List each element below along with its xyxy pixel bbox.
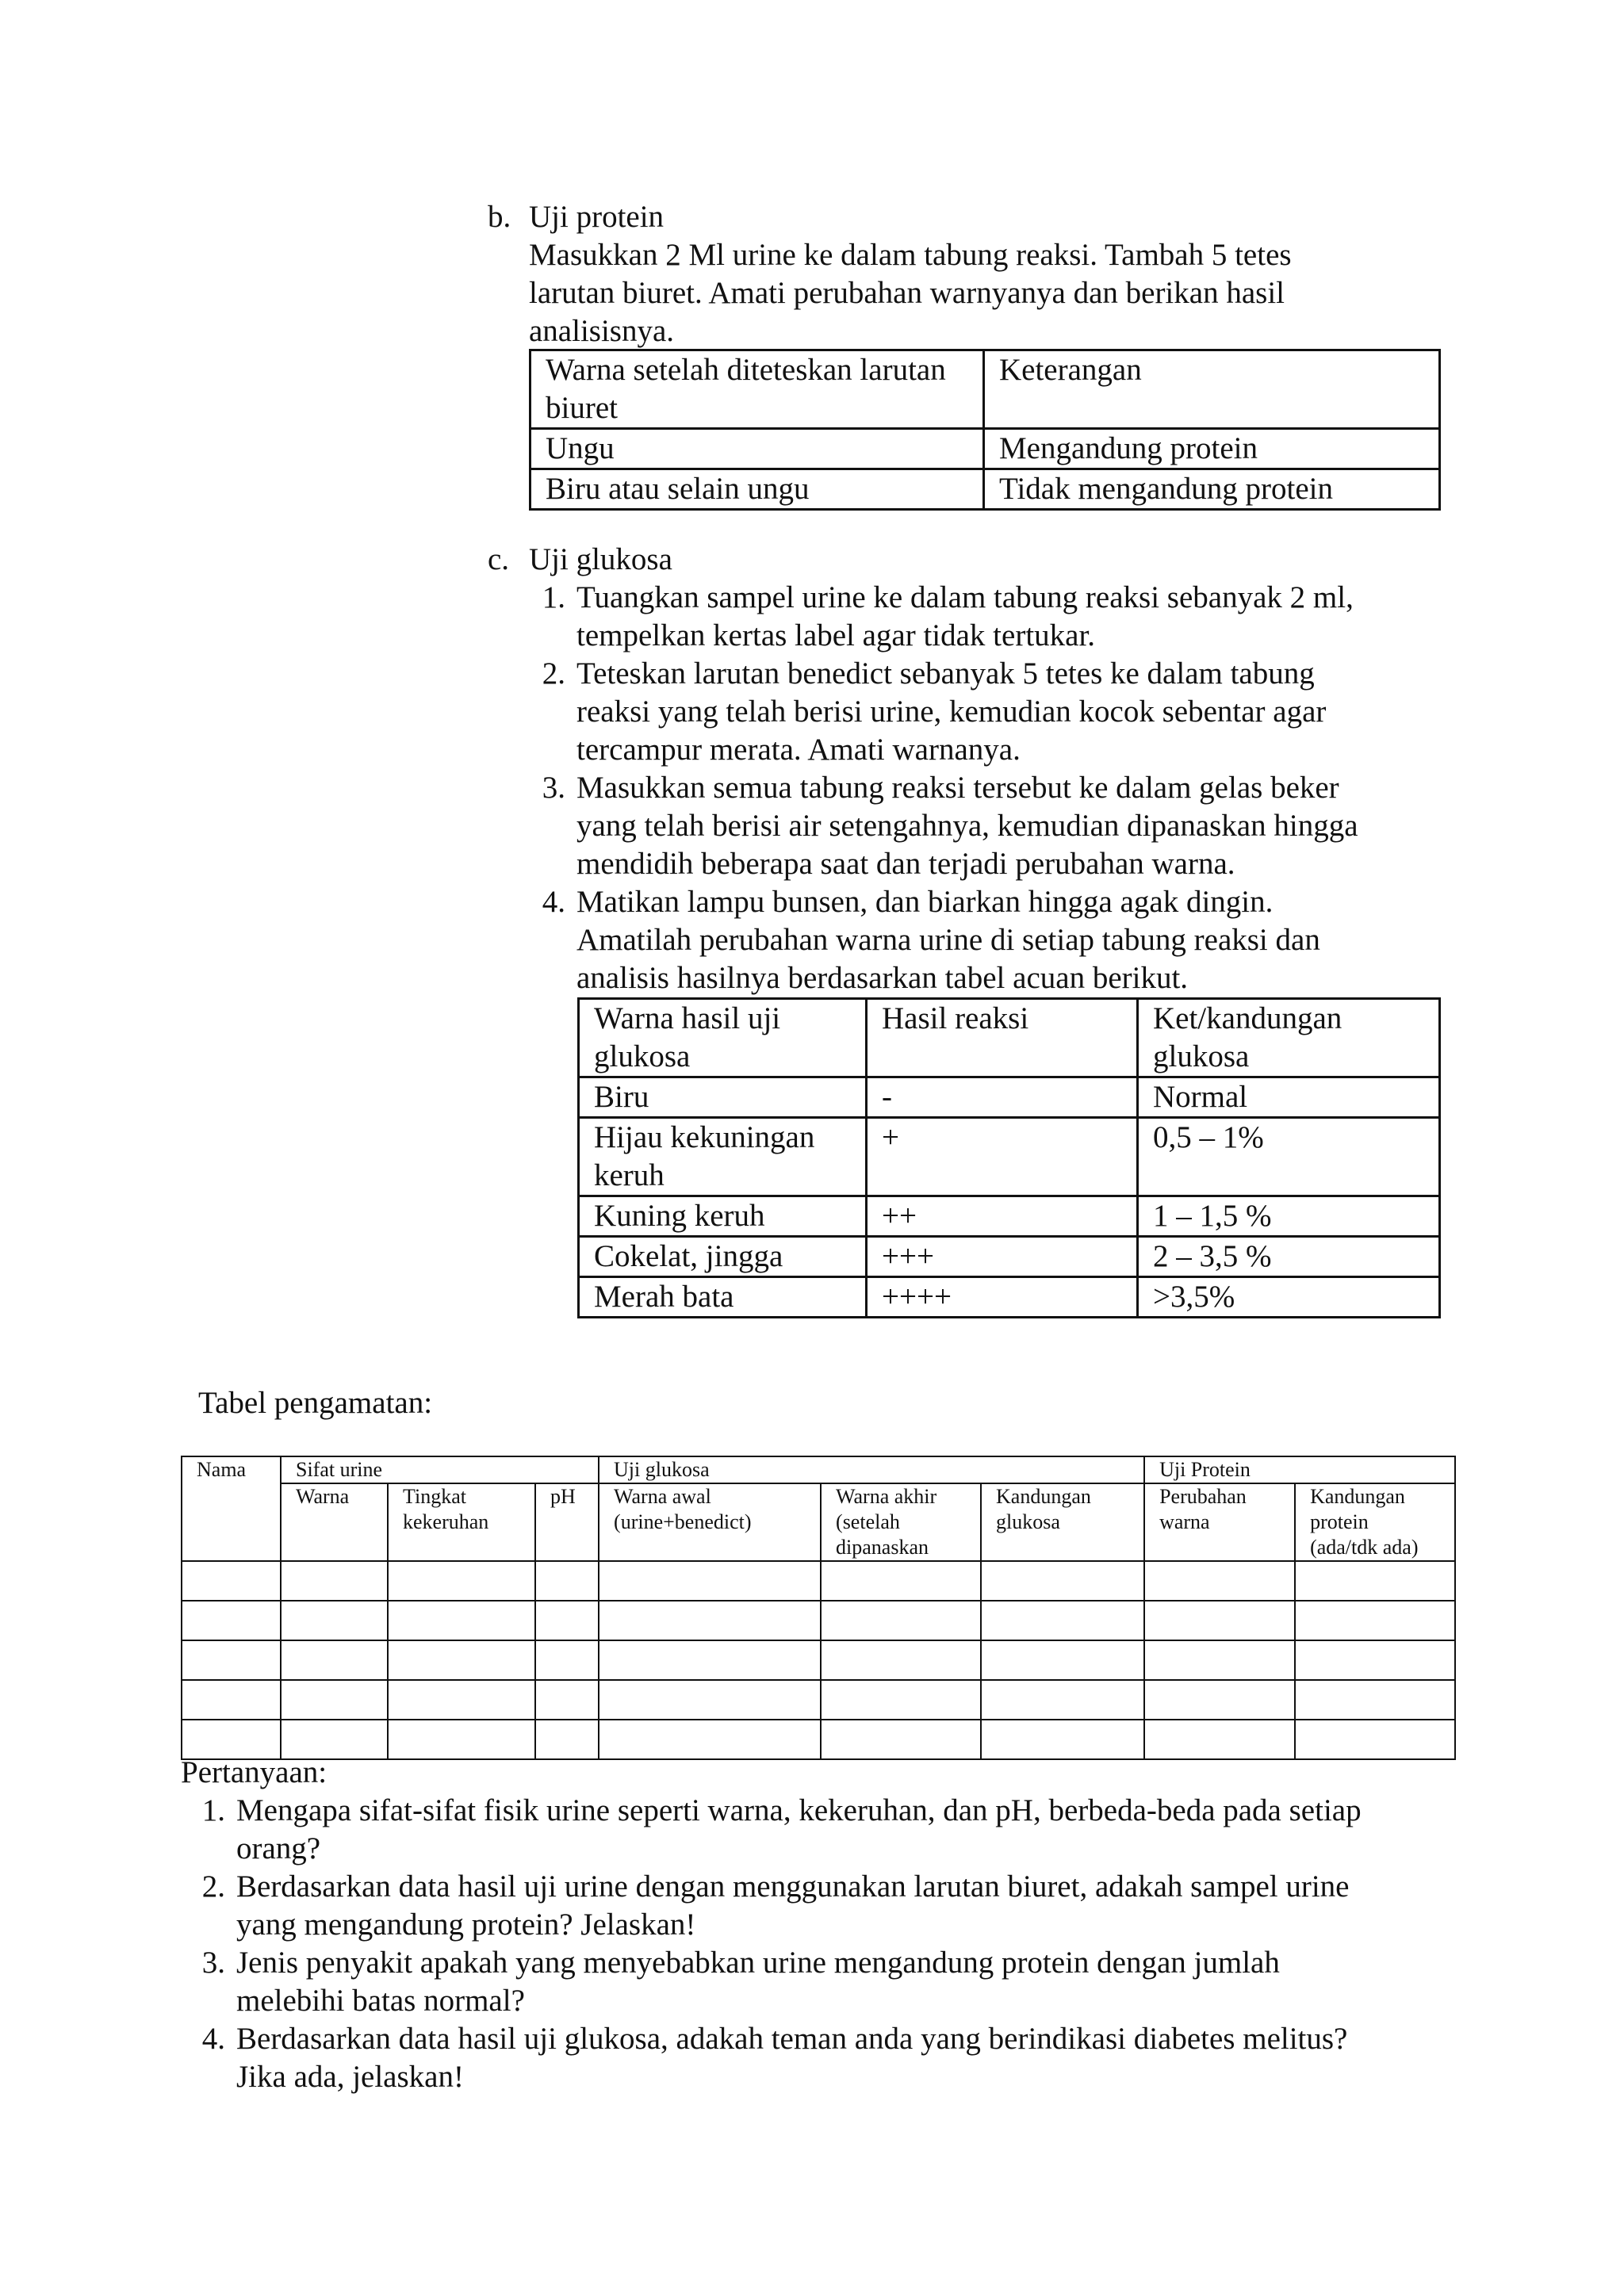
table-row: [579, 1196, 1440, 1237]
table-cell[interactable]: [182, 1601, 281, 1640]
table-cell[interactable]: [388, 1680, 535, 1720]
table-cell[interactable]: [1295, 1561, 1455, 1601]
section-b-marker: b.: [488, 200, 511, 234]
table-cell[interactable]: [535, 1640, 599, 1680]
table-cell: ++: [867, 1196, 1138, 1237]
table-cell: Hijau kekuningan keruh: [579, 1118, 867, 1196]
question-line: Jika ada, jelaskan!: [236, 2060, 464, 2094]
step-line: tempelkan kertas label agar tidak tertukar.: [576, 618, 1096, 652]
step-line: Teteskan larutan benedict sebanyak 5 tetes ke dalam tabung: [576, 656, 1315, 691]
table-cell[interactable]: [599, 1561, 821, 1601]
table-cell[interactable]: [1144, 1640, 1295, 1680]
question-number: 3.: [201, 1946, 225, 1980]
question-number: 2.: [201, 1869, 225, 1904]
step-line: yang telah berisi air setengahnya, kemudian dipanaskan hingga: [576, 809, 1358, 843]
questions-section: [181, 1754, 1481, 2096]
observation-table: [181, 1456, 1456, 1760]
question-line: orang?: [236, 1831, 321, 1866]
question-number: 1.: [201, 1793, 225, 1827]
table-cell[interactable]: [599, 1640, 821, 1680]
table-cell[interactable]: [821, 1640, 981, 1680]
table-row: [579, 1118, 1440, 1196]
table-cell: Merah bata: [579, 1277, 867, 1318]
question-line: Berdasarkan data hasil uji urine dengan menggunakan larutan biuret, adakah sampel urine: [236, 1869, 1350, 1904]
table-header-cell: Warna: [281, 1483, 388, 1561]
list-item: [529, 579, 1455, 655]
table-row: [182, 1640, 1455, 1680]
step-line: Masukkan semua tabung reaksi tersebut ke dalam gelas beker: [576, 771, 1339, 805]
table-cell[interactable]: [388, 1561, 535, 1601]
step-number: 3.: [542, 771, 565, 805]
list-item: [529, 769, 1455, 883]
table-cell[interactable]: [981, 1640, 1144, 1680]
table-cell[interactable]: [281, 1680, 388, 1720]
table-row: [530, 350, 1440, 429]
questions-list: [181, 1792, 1481, 2096]
table-header-cell: Warna setelah diteteskan larutan biuret: [530, 350, 984, 429]
table-cell: Cokelat, jingga: [579, 1237, 867, 1277]
benedict-reference-table: [577, 997, 1441, 1318]
table-cell[interactable]: [1295, 1640, 1455, 1680]
table-row: [182, 1561, 1455, 1601]
table-header-cell: Kandungan glukosa: [981, 1483, 1144, 1561]
table-header-cell: Warna hasil uji glukosa: [579, 999, 867, 1077]
list-item: [181, 1792, 1481, 1868]
list-item: [529, 655, 1455, 769]
table-cell: Biru: [579, 1077, 867, 1118]
table-header-cell: Warna akhir (setelah dipanaskan: [821, 1483, 981, 1561]
table-cell: 0,5 – 1%: [1138, 1118, 1440, 1196]
section-c-title: Uji glukosa: [529, 542, 672, 576]
biuret-reference-table: [529, 349, 1441, 511]
table-cell[interactable]: [1295, 1680, 1455, 1720]
table-header-cell: Perubahan warna: [1144, 1483, 1295, 1561]
section-b-line: Masukkan 2 Ml urine ke dalam tabung reaksi. Tambah 5 tetes: [529, 238, 1292, 272]
step-line: Matikan lampu bunsen, dan biarkan hingga agak dingin.: [576, 885, 1274, 919]
table-cell[interactable]: [182, 1640, 281, 1680]
list-item: [181, 1944, 1481, 2020]
table-cell[interactable]: [182, 1561, 281, 1601]
table-cell[interactable]: [1144, 1680, 1295, 1720]
step-line: tercampur merata. Amati warnanya.: [576, 733, 1021, 767]
section-b-heading: [488, 198, 1439, 236]
table-cell[interactable]: [1144, 1601, 1295, 1640]
table-cell[interactable]: [981, 1561, 1144, 1601]
table-cell: Kuning keruh: [579, 1196, 867, 1237]
table-row: [579, 1237, 1440, 1277]
table-header-cell: Warna awal (urine+benedict): [599, 1483, 821, 1561]
step-number: 2.: [542, 656, 565, 691]
section-b-title: Uji protein: [529, 200, 665, 234]
table-cell[interactable]: [535, 1680, 599, 1720]
table-row: [530, 469, 1440, 510]
step-number: 1.: [542, 580, 565, 614]
table-cell: 2 – 3,5 %: [1138, 1237, 1440, 1277]
table-header-cell: Uji Protein: [1144, 1456, 1455, 1483]
observation-title: Tabel pengamatan:: [198, 1386, 433, 1420]
step-number: 4.: [542, 885, 565, 919]
table-row: [182, 1601, 1455, 1640]
table-header-cell: Hasil reaksi: [867, 999, 1138, 1077]
table-cell: Tidak mengandung protein: [984, 469, 1440, 510]
section-c-heading: [488, 541, 1455, 579]
table-header-cell: Kandungan protein (ada/tdk ada): [1295, 1483, 1455, 1561]
table-header-cell: [182, 1483, 281, 1561]
table-cell[interactable]: [981, 1601, 1144, 1640]
table-header-cell: pH: [535, 1483, 599, 1561]
table-cell[interactable]: [388, 1640, 535, 1680]
section-b-instructions: [488, 236, 1439, 350]
table-cell: >3,5%: [1138, 1277, 1440, 1318]
table-cell[interactable]: [821, 1561, 981, 1601]
section-b-line: analisisnya.: [529, 314, 675, 348]
questions-title: Pertanyaan:: [181, 1755, 327, 1789]
section-b: [488, 198, 1439, 350]
table-row: [182, 1456, 1455, 1483]
table-row: [182, 1483, 1455, 1561]
table-cell: ++++: [867, 1277, 1138, 1318]
question-number: 4.: [201, 2022, 225, 2056]
table-cell: Mengandung protein: [984, 429, 1440, 469]
table-header-cell: Uji glukosa: [599, 1456, 1144, 1483]
table-cell[interactable]: [599, 1601, 821, 1640]
table-cell[interactable]: [821, 1680, 981, 1720]
table-cell: +: [867, 1118, 1138, 1196]
table-header-cell: Keterangan: [984, 350, 1440, 429]
list-item: [529, 883, 1455, 997]
table-cell[interactable]: [388, 1601, 535, 1640]
table-cell[interactable]: [535, 1601, 599, 1640]
table-cell: -: [867, 1077, 1138, 1118]
table-cell[interactable]: [981, 1680, 1144, 1720]
table-cell: 1 – 1,5 %: [1138, 1196, 1440, 1237]
list-item: [181, 1868, 1481, 1944]
table-cell[interactable]: [281, 1561, 388, 1601]
table-cell[interactable]: [535, 1561, 599, 1601]
step-line: Amatilah perubahan warna urine di setiap tabung reaksi dan: [576, 923, 1320, 957]
table-header-cell: Ket/kandungan glukosa: [1138, 999, 1440, 1077]
question-line: melebihi batas normal?: [236, 1984, 525, 2018]
table-header-cell: Sifat urine: [281, 1456, 599, 1483]
table-row: [579, 999, 1440, 1077]
table-cell[interactable]: [281, 1601, 388, 1640]
question-line: Mengapa sifat-sifat fisik urine seperti warna, kekeruhan, dan pH, berbeda-beda pada setiap: [236, 1793, 1362, 1827]
table-cell: +++: [867, 1237, 1138, 1277]
section-c-marker: c.: [488, 542, 510, 576]
list-item: [181, 2020, 1481, 2096]
question-line: yang mengandung protein? Jelaskan!: [236, 1908, 696, 1942]
table-cell[interactable]: [182, 1680, 281, 1720]
section-c-steps: [488, 579, 1455, 997]
step-line: mendidih beberapa saat dan terjadi perubahan warna.: [576, 847, 1235, 881]
table-row: [579, 1277, 1440, 1318]
table-cell: Ungu: [530, 429, 984, 469]
step-line: Tuangkan sampel urine ke dalam tabung reaksi sebanyak 2 ml,: [576, 580, 1354, 614]
table-cell[interactable]: [599, 1680, 821, 1720]
section-c: [488, 541, 1455, 997]
section-b-line: larutan biuret. Amati perubahan warnyanya dan berikan hasil: [529, 276, 1285, 310]
table-cell[interactable]: [1295, 1601, 1455, 1640]
step-line: reaksi yang telah berisi urine, kemudian kocok sebentar agar: [576, 695, 1327, 729]
table-row: [530, 429, 1440, 469]
step-line: analisis hasilnya berdasarkan tabel acuan berikut.: [576, 961, 1189, 995]
table-header-cell: Tingkat kekeruhan: [388, 1483, 535, 1561]
question-line: Berdasarkan data hasil uji glukosa, adakah teman anda yang berindikasi diabetes melitus?: [236, 2022, 1348, 2056]
table-row: [579, 1077, 1440, 1118]
table-cell[interactable]: [1144, 1561, 1295, 1601]
table-cell[interactable]: [821, 1601, 981, 1640]
table-header-cell: Nama: [182, 1456, 281, 1483]
table-cell: Normal: [1138, 1077, 1440, 1118]
table-row: [182, 1680, 1455, 1720]
question-line: Jenis penyakit apakah yang menyebabkan urine mengandung protein dengan jumlah: [236, 1946, 1280, 1980]
table-cell[interactable]: [281, 1640, 388, 1680]
table-cell: Biru atau selain ungu: [530, 469, 984, 510]
